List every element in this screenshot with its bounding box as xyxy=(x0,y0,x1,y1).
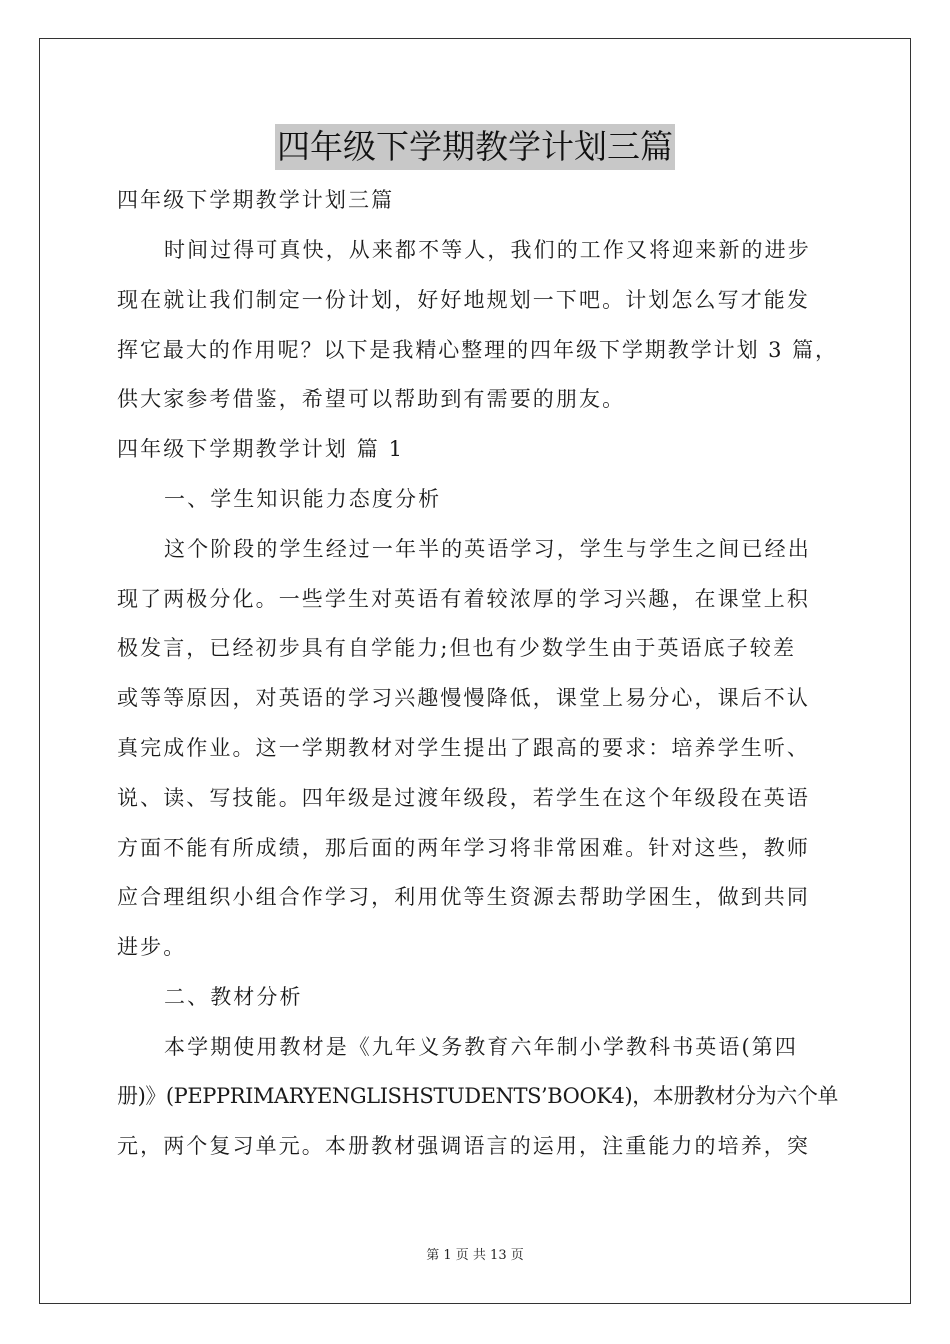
paragraph-line: 方面不能有所成绩，那后面的两年学习将非常困难。针对这些，教师 xyxy=(117,836,810,860)
paragraph-line: 说、读、写技能。四年级是过渡年级段，若学生在这个年级段在英语 xyxy=(117,786,810,810)
paragraph-line: 应合理组织小组合作学习，利用优等生资源去帮助学困生，做到共同 xyxy=(117,885,810,909)
paragraph-line: 挥它最大的作用呢？以下是我精心整理的四年级下学期教学计划 3 篇， xyxy=(117,338,838,362)
paragraph-line: 这个阶段的学生经过一年半的英语学习，学生与学生之间已经出 xyxy=(164,537,811,561)
document-title xyxy=(0,124,950,170)
document-title-text: 四年级下学期教学计划三篇 xyxy=(275,124,675,170)
paragraph-line: 现在就让我们制定一份计划，好好地规划一下吧。计划怎么写才能发 xyxy=(117,288,810,312)
paragraph-line: 册)》(PEPPRIMARYENGLISHSTUDENTS’BOOK4)，本册教材分为六个单 xyxy=(117,1084,838,1108)
paragraph-line: 进步。 xyxy=(117,935,187,959)
subsection-heading: 一、学生知识能力态度分析 xyxy=(164,487,442,511)
paragraph-line: 时间过得可真快，从来都不等人，我们的工作又将迎来新的进步 xyxy=(164,238,811,262)
paragraph-line: 现了两极分化。一些学生对英语有着较浓厚的学习兴趣，在课堂上积 xyxy=(117,587,810,611)
paragraph-line: 元，两个复习单元。本册教材强调语言的运用，注重能力的培养，突 xyxy=(117,1134,810,1158)
paragraph-line: 或等等原因，对英语的学习兴趣慢慢降低，课堂上易分心，课后不认 xyxy=(117,686,810,710)
page-border xyxy=(39,38,911,1304)
section-heading: 四年级下学期教学计划 篇 1 xyxy=(117,437,405,461)
paragraph-line: 供大家参考借鉴，希望可以帮助到有需要的朋友。 xyxy=(117,387,626,411)
paragraph-line: 极发言，已经初步具有自学能力;但也有少数学生由于英语底子较差 xyxy=(117,636,797,660)
page-number: 第 1 页 共 13 页 xyxy=(426,1248,524,1263)
subsection-heading: 二、教材分析 xyxy=(164,985,303,1009)
paragraph-line: 真完成作业。这一学期教材对学生提出了跟高的要求：培养学生听、 xyxy=(117,736,810,760)
subtitle-line: 四年级下学期教学计划三篇 xyxy=(117,188,395,212)
paragraph-line: 本学期使用教材是《九年义务教育六年制小学教科书英语(第四 xyxy=(164,1035,798,1059)
